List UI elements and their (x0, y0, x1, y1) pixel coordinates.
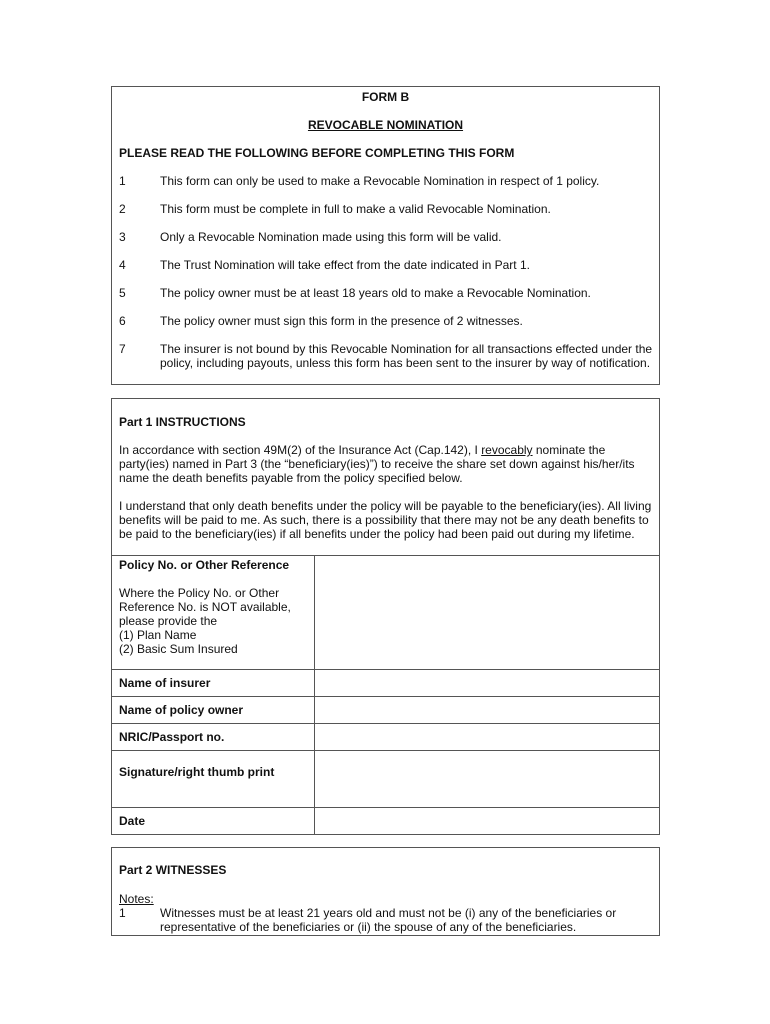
item-text: The policy owner must sign this form in the presence of 2 witnesses. (160, 314, 523, 328)
part1-box (111, 398, 660, 556)
insurer-field[interactable] (315, 670, 660, 697)
form-subtitle: REVOCABLE NOMINATION (307, 118, 464, 132)
owner-label-cell (112, 697, 315, 724)
part1-paragraph-2: I understand that only death benefits under the policy will be payable to the beneficiary(ies). All living benefits will be paid to me. As such, there is a possibility that there may not be any death benefits to be paid to the beneficiary(ies) if all benefits under the policy had been paid out during my lifetime. (119, 499, 652, 541)
insurer-label-cell (112, 670, 315, 697)
nric-label: NRIC/Passport no. (119, 730, 225, 744)
item-number: 6 (119, 314, 126, 328)
policy-no-label: Policy No. or Other Reference (119, 558, 290, 572)
item-text: The insurer is not bound by this Revocable Nomination for all transactions effected under the policy, including payouts, unless this form has been sent to the insurer by way of notification. (160, 342, 653, 370)
part2-box (111, 847, 660, 936)
table-row (112, 697, 660, 724)
nric-field[interactable] (315, 724, 660, 751)
table-row (112, 751, 660, 808)
policy-no-label-cell (112, 556, 315, 670)
item-text: This form must be complete in full to make a valid Revocable Nomination. (160, 202, 551, 216)
table-row (112, 556, 660, 670)
policy-no-field[interactable] (315, 556, 660, 670)
date-field[interactable] (315, 808, 660, 835)
item-text: This form can only be used to make a Revocable Nomination in respect of 1 policy. (160, 174, 600, 188)
table-row (112, 808, 660, 835)
signature-label-cell (112, 751, 315, 808)
date-label-cell (112, 808, 315, 835)
nric-label-cell (112, 724, 315, 751)
table-row (112, 670, 660, 697)
instructions-box (111, 86, 660, 385)
part1-heading: Part 1 INSTRUCTIONS (119, 415, 246, 429)
owner-field[interactable] (315, 697, 660, 724)
item-number: 4 (119, 258, 126, 272)
owner-label: Name of policy owner (119, 703, 244, 717)
note-number: 1 (119, 906, 126, 920)
item-number: 2 (119, 202, 126, 216)
item-number: 3 (119, 230, 126, 244)
form-title: FORM B (361, 90, 410, 104)
item-number: 5 (119, 286, 126, 300)
policy-no-help: Where the Policy No. or Other Reference No. is NOT available, please provide the (1) Plan Name (2) Basic Sum Insured (119, 586, 291, 656)
item-text: The Trust Nomination will take effect from the date indicated in Part 1. (160, 258, 530, 272)
policy-details-table (111, 555, 660, 835)
part1-paragraph-1: In accordance with section 49M(2) of the Insurance Act (Cap.142), I revocably nominate the party(ies) named in Part 3 (the “beneficiary(ies)”) to receive the share set down against his/her/its name the death benefits payable from the policy specified below. (119, 443, 635, 485)
date-label: Date (119, 814, 146, 828)
read-heading: PLEASE READ THE FOLLOWING BEFORE COMPLETING THIS FORM (119, 146, 515, 160)
item-number: 1 (119, 174, 126, 188)
insurer-label: Name of insurer (119, 676, 211, 690)
note-text: Witnesses must be at least 21 years old and must not be (i) any of the beneficiaries or representative of the beneficiaries or (ii) the spouse of any of the beneficiaries. (160, 906, 617, 934)
item-number: 7 (119, 342, 126, 356)
notes-label: Notes: (119, 892, 154, 906)
item-text: The policy owner must be at least 18 years old to make a Revocable Nomination. (160, 286, 591, 300)
signature-field[interactable] (315, 751, 660, 808)
item-text: Only a Revocable Nomination made using this form will be valid. (160, 230, 502, 244)
signature-label: Signature/right thumb print (119, 765, 275, 779)
table-row (112, 724, 660, 751)
revocably-emphasis: revocably (481, 443, 533, 457)
part2-heading: Part 2 WITNESSES (119, 863, 227, 877)
